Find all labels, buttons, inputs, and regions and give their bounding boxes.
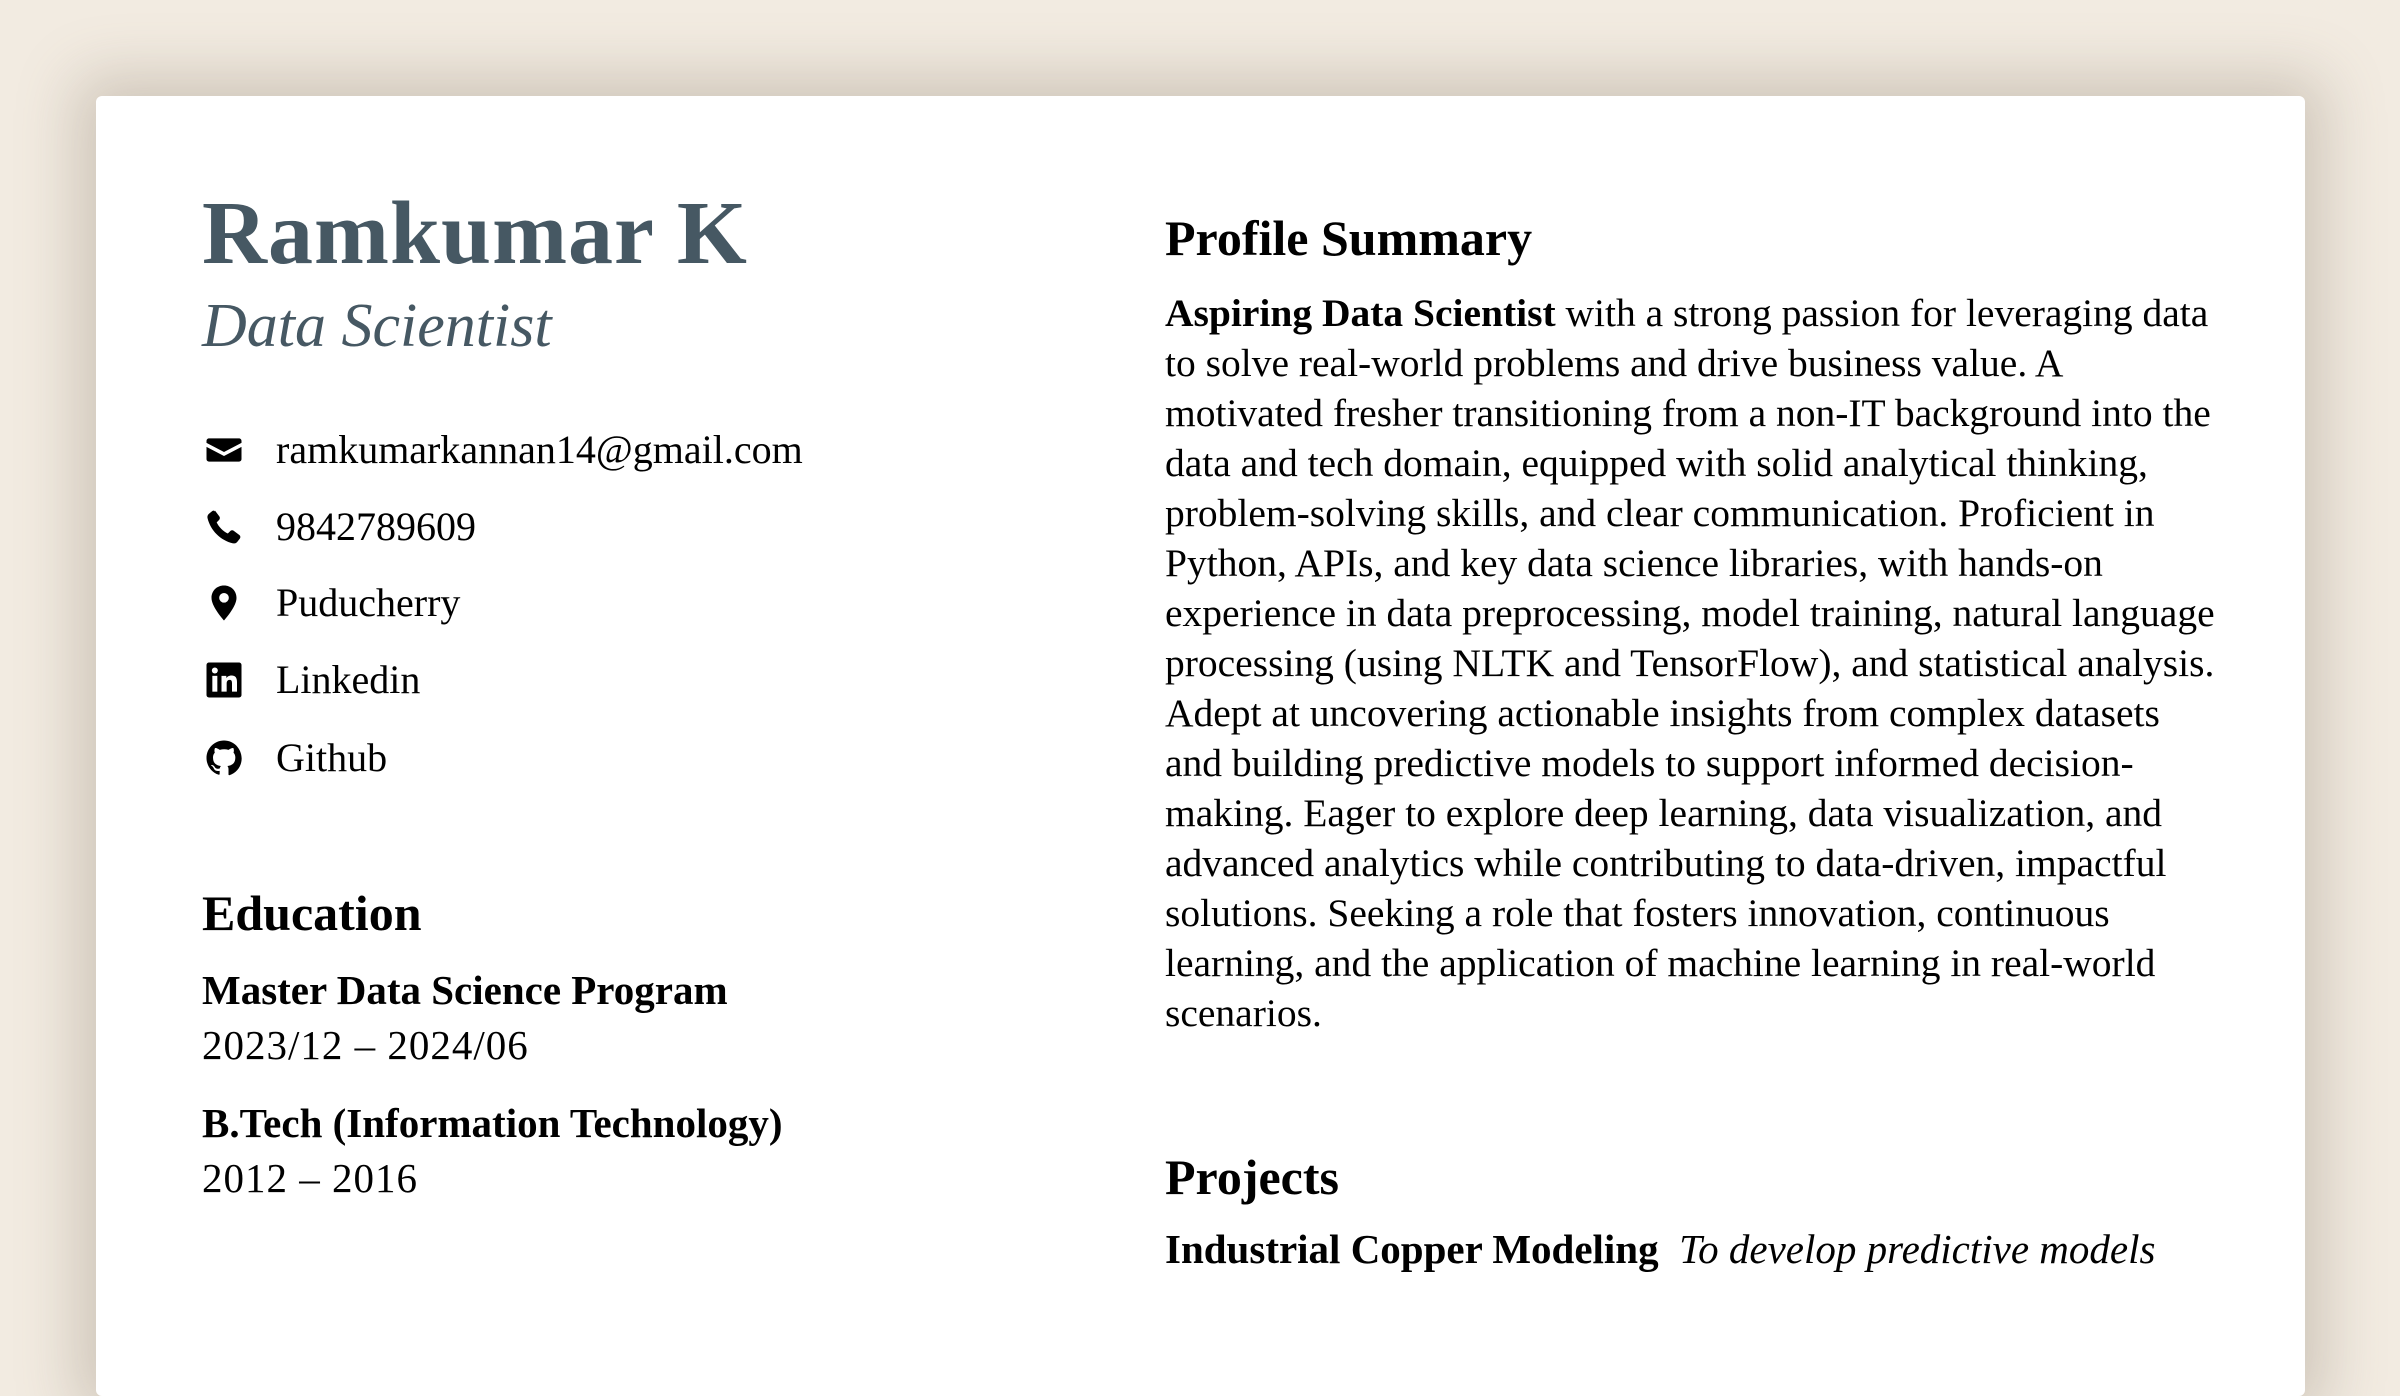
location-text: Puducherry [276,580,461,625]
contact-location [202,578,460,628]
contact-github[interactable] [202,733,387,783]
education-degree: B.Tech (Information Technology) [202,1100,783,1146]
job-title: Data Scientist [202,292,552,360]
email-text: ramkumarkannan14@gmail.com [276,427,803,472]
profile-summary-text [1165,288,2215,1038]
education-heading: Education [202,885,422,941]
education-dates: 2023/12 – 2024/06 [202,1022,529,1068]
project-description: To develop predictive models [1679,1226,2156,1272]
contact-email[interactable] [202,425,803,475]
phone-text: 9842789609 [276,504,476,549]
resume-card [96,96,2305,1396]
phone-icon [202,505,246,549]
candidate-name: Ramkumar K [202,184,748,283]
location-icon [202,581,246,625]
education-dates: 2012 – 2016 [202,1155,418,1201]
project-title: Industrial Copper Modeling [1165,1226,1659,1272]
profile-summary-lead: Aspiring Data Scientist [1165,291,1556,335]
github-link[interactable]: Github [276,735,388,780]
contact-linkedin[interactable] [202,655,420,705]
linkedin-icon [202,658,246,702]
project-item [1165,1223,2155,1275]
projects-heading: Projects [1165,1149,1339,1205]
education-degree: Master Data Science Program [202,967,728,1013]
contact-phone[interactable] [202,502,476,552]
profile-summary-heading: Profile Summary [1165,210,1533,266]
profile-summary-body: with a strong passion for leveraging data to solve real-world problems and drive business value. A motivated fresher transitioning from a non-IT background into the data and tech domain, equipped with solid analytical thinking, problem-solving skills, and clear communication. Proficient in Python, APIs, and key data science libraries, with hands-on experience in data preprocessing, model training, natural language processing (using NLTK and TensorFlow), and statistical analysis. Adept at uncovering actionable insights from complex datasets and building predictive models to support informed decision-making. Eager to explore deep learning, data visualization, and advanced analytics while contributing to data-driven, impactful solutions. Seeking a role that fosters innovation, continuous learning, and the application of machine learning in real-world scenarios. [1165,291,2215,1035]
github-icon [202,736,246,780]
linkedin-link[interactable]: Linkedin [276,657,421,702]
email-icon [202,428,246,472]
